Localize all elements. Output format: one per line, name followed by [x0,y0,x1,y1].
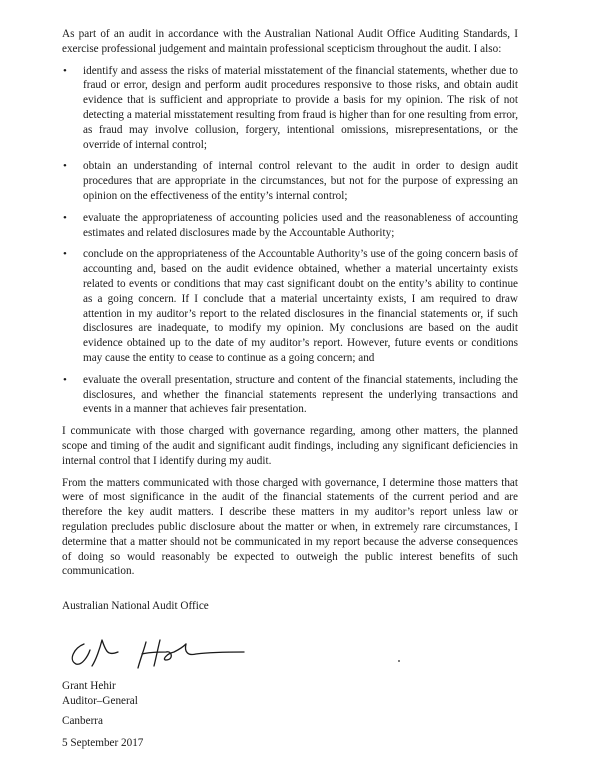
list-item-text: evaluate the overall presentation, structure and content of the financial statements, including the disclosures, and whether the financial statements represent the underlying transactions and events in a manner that achieves fair presentation. [83,373,518,416]
governance-paragraph: I communicate with those charged with governance regarding, among other matters, the planned scope and timing of the audit and significant audit findings, including any significant deficiencies in internal control that I identify during my audit. [62,425,518,467]
list-item-text: evaluate the appropriateness of accounting policies used and the reasonableness of accounting estimates and related disclosures made by the Accountable Authority; [83,211,518,239]
bullet-icon: • [63,373,67,386]
scan-speck [398,660,400,662]
bullet-icon: • [63,211,67,224]
signing-date: 5 September 2017 [62,737,144,749]
bullet-icon: • [63,248,67,261]
signatory-title: Auditor–General [62,695,138,707]
key-audit-matters-paragraph: From the matters communicated with those charged with governance, I determine those matters that were of most significance in the audit of the financial statements of the current period and are therefore the key audit matters. I describe these matters in my auditor’s report unless law or regulation precludes public disclosure about the matter or when, in extremely rare circumstances, I determine that a matter should not be communicated in my report because the adverse consequences of doing so would reasonably be expected to outweigh the public interest benefits of such communication. [62,476,518,578]
report-body [62,27,518,586]
list-item-text: identify and assess the risks of material misstatement of the financial statements, whether due to fraud or error, design and perform audit procedures responsive to those risks, and obtain audit evidence that is sufficient and appropriate to provide a basis for my opinion. The risk of not detecting a material misstatement resulting from fraud is higher than for one resulting from error, as fraud may involve collusion, forgery, intentional omissions, misrepresentations, or the override of internal control; [83,64,518,151]
list-item [62,159,518,203]
signature-icon [62,630,252,674]
intro-paragraph: As part of an audit in accordance with the Australian National Audit Office Auditing Standards, I exercise professional judgement and maintain professional scepticism throughout the audit. I also: [62,28,518,55]
list-item [62,373,518,417]
list-item [62,211,518,241]
list-item [62,247,518,365]
list-item-text: obtain an understanding of internal control relevant to the audit in order to design audit procedures that are appropriate in the circumstances, but not for the purpose of expressing an opinion on the effectiveness of the entity’s internal control; [83,160,518,202]
audit-procedures-list [62,64,518,418]
bullet-icon: • [63,64,67,77]
signatory-block [62,679,138,709]
signing-city: Canberra [62,715,103,727]
list-item-text: conclude on the appropriateness of the Accountable Authority’s use of the going concern basis of accounting and, based on the audit evidence obtained, whether a material uncertainty exists related to events or conditions that may cast significant doubt on the entity’s ability to continue as a going concern. If I conclude that a material uncertainty exists, I am required to draw attention in my auditor’s report to the related disclosures in the financial statements or, if such disclosures are inadequate, to modify my opinion. My conclusions are based on the audit evidence obtained up to the date of my auditor’s report. However, future events or conditions may cause the entity to cease to continue as a going concern; and [83,248,518,364]
organisation-name: Australian National Audit Office [62,600,209,612]
bullet-icon: • [63,160,67,173]
list-item [62,64,518,153]
signatory-name: Grant Hehir [62,680,116,692]
